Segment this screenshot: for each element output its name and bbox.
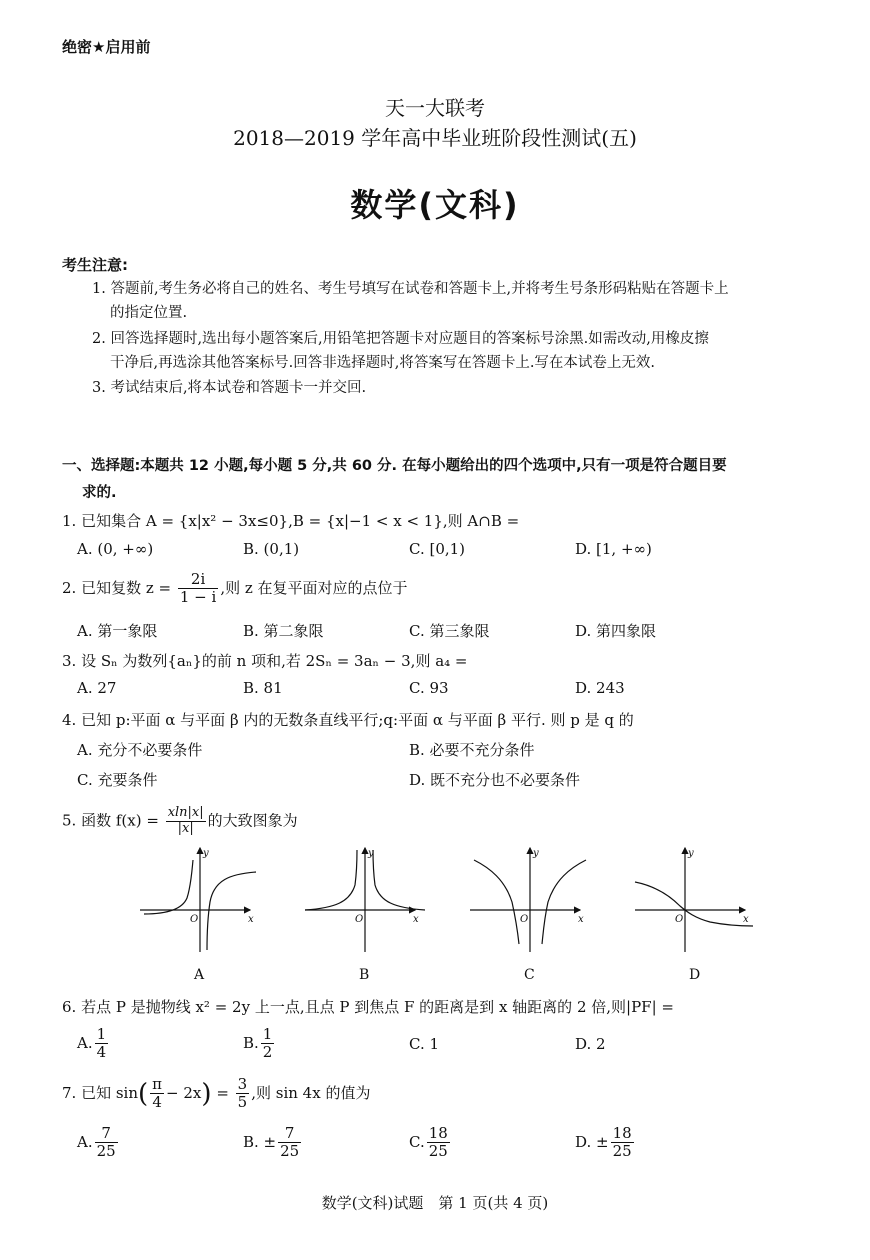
option-a: A. (0, +∞)	[77, 540, 154, 558]
axis-x-label: x	[578, 914, 584, 925]
denominator: 4	[152, 1093, 162, 1112]
graph-label-a: A	[194, 967, 205, 983]
q7-eq: =	[216, 1083, 229, 1102]
option-d: D. [1, +∞)	[575, 540, 652, 558]
graph-b	[305, 848, 425, 952]
graph-a	[140, 848, 256, 952]
origin-label: O	[355, 914, 364, 925]
option-b: B. (0,1)	[243, 540, 300, 558]
option-a	[77, 1026, 110, 1062]
q7-post: ,则 sin 4x 的值为	[251, 1083, 371, 1102]
question-5-stem	[62, 806, 298, 837]
secret-label: 绝密★启用前	[62, 38, 151, 56]
option-c: C. [0,1)	[409, 540, 466, 558]
subject-title: 数学(文科)	[350, 186, 520, 224]
denominator: 2	[262, 1043, 273, 1062]
option-b	[243, 1125, 303, 1161]
q2-numerator: 2i	[178, 571, 218, 589]
option-c: C. 充要条件	[77, 771, 158, 789]
graph-label-c: C	[524, 967, 535, 983]
question-1-stem: 1. 已知集合 A = {x|x² − 3x≤0},B = {x|−1 < x < 1},则 A∩B =	[62, 512, 520, 530]
option-label: B. ±	[243, 1132, 277, 1151]
option-label: D. ±	[575, 1132, 609, 1151]
numerator: 7	[95, 1125, 118, 1143]
origin-label: O	[675, 914, 684, 925]
option-a: A. 第一象限	[77, 622, 158, 640]
denominator: 5	[237, 1093, 248, 1112]
option-label: A.	[77, 1033, 93, 1052]
origin-label: O	[520, 914, 529, 925]
notice-line: 干净后,再选涂其他答案标号.回答非选择题时,将答案写在答题卡上.写在本试卷上无效.	[110, 355, 656, 371]
option-d: D. 243	[575, 679, 625, 697]
option-a	[77, 1125, 120, 1161]
exam-title: 2018—2019 学年高中毕业班阶段性测试(五)	[233, 126, 637, 150]
option-label: A.	[77, 1132, 93, 1151]
notice-line: 3. 考试结束后,将本试卷和答题卡一并交回.	[92, 380, 367, 396]
q2-post: ,则 z 在复平面对应的点位于	[220, 578, 408, 597]
option-c: C. 第三象限	[409, 622, 490, 640]
numerator: 18	[428, 1124, 448, 1142]
origin-label: O	[190, 914, 199, 925]
page-footer: 数学(文科)试题 第 1 页(共 4 页)	[321, 1194, 549, 1212]
option-b	[243, 1026, 276, 1062]
option-c	[409, 1125, 452, 1161]
q5-fraction	[166, 806, 206, 837]
axis-y-label: y	[203, 848, 209, 859]
option-a: A. 27	[77, 679, 117, 697]
denominator: 25	[428, 1142, 448, 1161]
graph-label-d: D	[689, 967, 701, 983]
question-3-stem: 3. 设 Sₙ 为数列{aₙ}的前 n 项和,若 2Sₙ = 3aₙ − 3,则 a₄ =	[62, 652, 468, 670]
notice-title: 考生注意:	[62, 256, 128, 274]
q7-mid: − 2x	[166, 1083, 202, 1102]
graph-label-b: B	[359, 967, 370, 983]
option-b: B. 81	[243, 679, 283, 697]
q5-post: 的大致图象为	[207, 811, 298, 830]
denominator: 25	[612, 1142, 632, 1161]
section-heading: 一、选择题:本题共 12 小题,每小题 5 分,共 60 分. 在每小题给出的四个选项中,只有一项是符合题目要	[62, 458, 727, 474]
denominator: 25	[96, 1142, 116, 1161]
question-4-stem: 4. 已知 p:平面 α 与平面 β 内的无数条直线平行;q:平面 α 与平面 β 平行. 则 p 是 q 的	[62, 711, 634, 729]
q7-pre: 7. 已知 sin	[62, 1083, 139, 1102]
axis-x-label: x	[413, 914, 419, 925]
option-d: D. 第四象限	[575, 622, 657, 640]
graph-c	[470, 848, 586, 952]
numerator: π	[152, 1075, 163, 1093]
q5-denominator: |x|	[177, 820, 194, 836]
question-7-stem: 7. 已知 sin( $\frac{\pi}{4}$ − 2x) = $\frac{3}{5}$ ,则 sin 4x 的值为	[62, 1075, 371, 1112]
axis-y-label: y	[688, 848, 694, 859]
q5-pre: 5. 函数 f(x) =	[62, 811, 159, 830]
question-6-stem: 6. 若点 P 是抛物线 x² = 2y 上一点,且点 P 到焦点 F 的距离是到 x 轴距离的 2 倍,则|PF| =	[62, 998, 674, 1016]
option-label: C.	[409, 1132, 425, 1151]
q2-denominator: 1 − i	[179, 588, 217, 607]
section-heading-cont: 求的.	[82, 485, 117, 501]
axis-y-label: y	[368, 848, 374, 859]
notice-line: 的指定位置.	[110, 305, 188, 321]
option-c: C. 93	[409, 679, 449, 697]
denominator: 25	[280, 1142, 300, 1161]
option-a: A. 充分不必要条件	[77, 741, 203, 759]
notice-line: 1. 答题前,考生务必将自己的姓名、考生号填写在试卷和答题卡上,并将考生号条形码粘贴在答题卡上	[92, 281, 729, 297]
graph-d	[635, 848, 753, 952]
denominator: 4	[96, 1043, 107, 1062]
numerator: 1	[262, 1025, 273, 1043]
graphs-figure	[130, 840, 770, 990]
option-c: C. 1	[409, 1035, 440, 1053]
option-b: B. 必要不充分条件	[409, 741, 535, 759]
option-d	[575, 1125, 636, 1161]
notice-line: 2. 回答选择题时,选出每小题答案后,用铅笔把答题卡对应题目的答案标号涂黑.如需改动,用橡皮擦	[92, 331, 709, 347]
q2-pre: 2. 已知复数 z =	[62, 578, 172, 597]
q2-fraction	[178, 571, 218, 607]
axis-x-label: x	[743, 914, 749, 925]
option-b: B. 第二象限	[243, 622, 324, 640]
option-d: D. 2	[575, 1035, 606, 1053]
option-label: B.	[243, 1033, 259, 1052]
q5-numerator: xln|x|	[167, 805, 204, 820]
option-d: D. 既不充分也不必要条件	[409, 771, 581, 789]
axis-x-label: x	[248, 914, 254, 925]
axis-y-label: y	[533, 848, 539, 859]
numerator: 18	[612, 1124, 632, 1142]
numerator: 3	[237, 1075, 248, 1093]
question-2-stem	[62, 571, 408, 607]
numerator: 1	[96, 1025, 107, 1043]
numerator: 7	[278, 1125, 301, 1143]
org-title: 天一大联考	[385, 96, 485, 120]
